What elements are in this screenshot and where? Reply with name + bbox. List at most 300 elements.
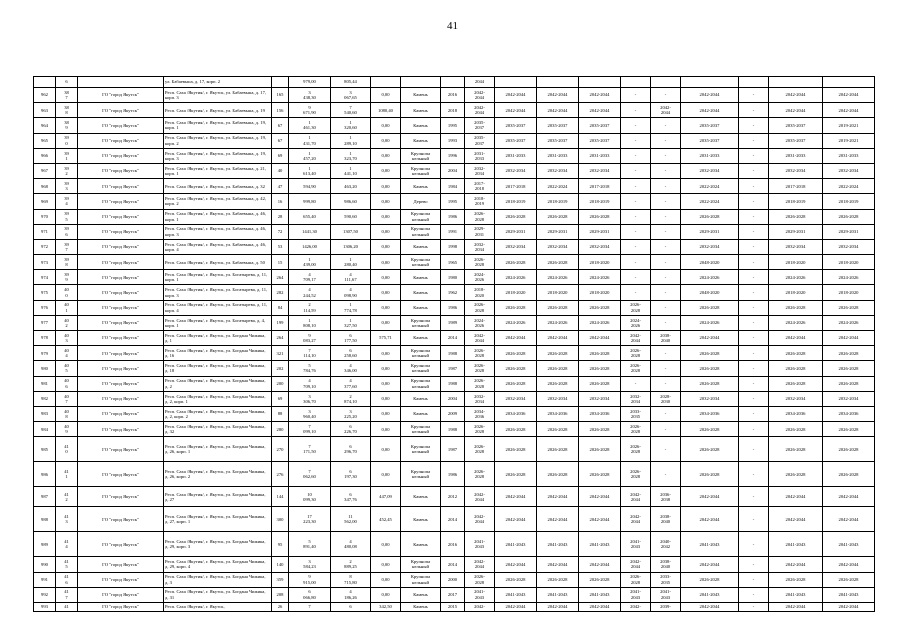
table-cell: 6 177,50	[331, 331, 371, 346]
table-cell: 2024-2026	[495, 315, 537, 330]
table-cell: ГО "город Якутск"	[78, 331, 164, 346]
table-cell: 452,45	[371, 507, 401, 532]
table-cell: Крупнопа нельный	[401, 224, 441, 239]
table-cell: 2026-2028	[537, 572, 579, 587]
table-cell: -	[651, 133, 681, 148]
table-cell: 2026-2028	[537, 209, 579, 224]
table-cell: 992	[34, 587, 56, 602]
table-cell: 2042-2044	[537, 507, 579, 532]
table-cell: 280	[272, 422, 289, 437]
table-cell: 2042-	[465, 602, 495, 611]
table-cell: 0,00	[371, 194, 401, 209]
table-cell: 2042-2044	[579, 331, 621, 346]
table-cell: 9 083,27	[289, 331, 331, 346]
table-cell: 200	[272, 376, 289, 391]
table-cell: 2026-2028	[681, 376, 739, 391]
table-cell: -	[739, 315, 769, 330]
table-cell: 2018-2019	[495, 194, 537, 209]
table-cell: 2018-2019	[769, 194, 823, 209]
table-cell	[34, 77, 56, 88]
table-cell: 40 8	[56, 406, 78, 421]
table-cell: 2024- 2026	[465, 315, 495, 330]
table-cell: 2 889,25	[331, 557, 371, 572]
table-cell: 971	[34, 224, 56, 239]
table-cell: -	[621, 163, 651, 178]
table-row	[34, 133, 875, 148]
table-cell: 1996	[441, 148, 465, 163]
table-cell: ГО "город Якутск"	[78, 118, 164, 133]
table-cell: -	[739, 285, 769, 300]
table-cell: 974	[34, 270, 56, 285]
table-cell: 40 9	[56, 422, 78, 437]
table-cell: Крупнопа нельный	[401, 315, 441, 330]
table-cell: 1993	[441, 133, 465, 148]
table-cell: 2042-2044	[823, 88, 875, 103]
table-cell: 282	[272, 285, 289, 300]
table-cell: 0,00	[371, 391, 401, 406]
table-cell: Дерево	[401, 194, 441, 209]
table-cell	[495, 77, 537, 88]
table-cell	[371, 77, 401, 88]
table-cell: 9 915,00	[289, 572, 331, 587]
table-cell: -	[651, 406, 681, 421]
table-cell: 2032- 2034	[465, 239, 495, 254]
table-cell: 1 774,78	[331, 300, 371, 315]
table-cell: 2029-2031	[579, 224, 621, 239]
table-cell: 0,00	[371, 406, 401, 421]
table-cell: 985	[34, 437, 56, 462]
table-cell: 0,00	[371, 224, 401, 239]
table-cell: 2026-2028	[537, 462, 579, 487]
table-cell: 6 296,70	[331, 437, 371, 462]
table-cell: 2026-2028	[681, 437, 739, 462]
table-cell: 40 5	[56, 361, 78, 376]
table-cell: 575,71	[371, 331, 401, 346]
table-row	[34, 209, 875, 224]
table-cell: Крупнопа нельный	[401, 163, 441, 178]
table-cell: 2024- 2026	[465, 270, 495, 285]
table-cell: -	[739, 507, 769, 532]
table-cell: Камень	[401, 239, 441, 254]
table-cell: 2018-2020	[823, 255, 875, 270]
table-cell: 0,00	[371, 133, 401, 148]
table-cell: 2018-2019	[537, 194, 579, 209]
table-cell: -	[739, 602, 769, 611]
table-cell: 989	[34, 532, 56, 557]
table-cell: Респ. Саха /Якутия/, г. Якутск, ул. Богатырева, д. 11, корп. 4	[164, 300, 272, 315]
table-cell: ГО "город Якутск"	[78, 163, 164, 178]
table-cell: 969	[34, 194, 56, 209]
table-cell: 2042-2044	[681, 507, 739, 532]
table-cell: 2024- 2026	[621, 315, 651, 330]
table-row	[34, 587, 875, 602]
table-row	[34, 437, 875, 462]
table-cell: ГО "город Якутск"	[78, 572, 164, 587]
table-cell: 2039-	[651, 602, 681, 611]
table-cell: 2026-2028	[681, 346, 739, 361]
table-cell: 2024-2026	[537, 270, 579, 285]
table-cell	[537, 77, 579, 88]
housing-repair-table	[33, 76, 875, 612]
table-cell: Респ. Саха /Якутия/, г. Якутск, ул. Богатырева, д. 11, корп. 3	[164, 285, 272, 300]
table-cell: Респ. Саха /Якутия/, г. Якутск, ул. Богдана Чижика, д. 31	[164, 587, 272, 602]
table-cell: 805,44	[331, 77, 371, 88]
table-cell: 0,00	[371, 88, 401, 103]
table-cell: 2041-2043	[681, 587, 739, 602]
table-cell	[823, 77, 875, 88]
table-cell: 0,00	[371, 239, 401, 254]
table-cell: 2029-2031	[495, 224, 537, 239]
table-cell: 3 225,20	[331, 406, 371, 421]
table-cell: ГО "город Якутск"	[78, 587, 164, 602]
table-cell: 2026-2028	[579, 376, 621, 391]
table-cell: 979	[34, 346, 56, 361]
table-cell: Респ. Саха /Якутия/, г. Якутск, ул. Богдана Чижика, д. 16	[164, 346, 272, 361]
table-cell: 38 9	[56, 118, 78, 133]
table-cell: Камень	[401, 532, 441, 557]
table-cell: ГО "город Якутск"	[78, 194, 164, 209]
table-cell: 2042-2044	[823, 103, 875, 118]
table-cell: 2034-2036	[537, 406, 579, 421]
table-cell: 2042-2044	[495, 507, 537, 532]
table-cell: 28	[272, 209, 289, 224]
table-cell: Крупнопа нельный	[401, 557, 441, 572]
table-cell: Крупнопа нельный	[401, 437, 441, 462]
table-cell: 2033- 2035	[621, 406, 651, 421]
table-row	[34, 194, 875, 209]
table-cell: 2014	[441, 331, 465, 346]
table-cell: 1 457,20	[289, 148, 331, 163]
table-cell: 2042- 2044	[465, 88, 495, 103]
table-cell: 970	[34, 209, 56, 224]
table-cell: 1986	[441, 209, 465, 224]
table-cell: 2024-2026	[823, 270, 875, 285]
table-cell: ГО "город Якутск"	[78, 300, 164, 315]
table-cell: 1 439,00	[289, 255, 331, 270]
table-cell: 2026-2028	[823, 300, 875, 315]
table-cell: 2026-2028	[769, 361, 823, 376]
table-cell: 2024-2026	[823, 315, 875, 330]
table-cell: 41 1	[56, 462, 78, 487]
table-cell: -	[739, 462, 769, 487]
table-cell: 41	[56, 602, 78, 611]
table-cell: 2042- 2044	[465, 487, 495, 507]
table-row	[34, 602, 875, 611]
table-cell: 1984	[441, 179, 465, 194]
table-cell: -	[739, 270, 769, 285]
table-cell: 6	[56, 77, 78, 88]
table-cell: 2042-2044	[537, 557, 579, 572]
table-cell: 2032-2034	[537, 391, 579, 406]
table-cell: 41 0	[56, 437, 78, 462]
table-cell: -	[739, 422, 769, 437]
table-cell: 0,00	[371, 148, 401, 163]
table-cell: 2042-2044	[769, 103, 823, 118]
table-cell: 2032-2034	[495, 163, 537, 178]
table-cell: 0,00	[371, 163, 401, 178]
table-cell: -	[621, 285, 651, 300]
table-cell: 3 067,65	[331, 88, 371, 103]
table-row	[34, 376, 875, 391]
table-cell: Респ. Саха /Якутия/, г. Якутск, ул. Богдана Чижика, д. 2	[164, 376, 272, 391]
table-cell: 2026-2028	[769, 572, 823, 587]
table-cell: -	[621, 209, 651, 224]
table-cell: 967	[34, 163, 56, 178]
table-cell: 10 099,30	[289, 487, 331, 507]
table-cell: Камень	[401, 270, 441, 285]
table-cell: -	[739, 224, 769, 239]
table-cell: 40	[272, 163, 289, 178]
table-cell: 2017- 2018	[465, 179, 495, 194]
table-cell: -	[739, 587, 769, 602]
table-cell: 2032-2034	[823, 163, 875, 178]
table-row	[34, 422, 875, 437]
table-cell: 2009	[441, 406, 465, 421]
table-row	[34, 346, 875, 361]
table-cell: -	[739, 346, 769, 361]
table-cell: -	[651, 224, 681, 239]
table-cell: 2041-2043	[579, 532, 621, 557]
table-cell: 40 7	[56, 391, 78, 406]
table-cell: -	[651, 346, 681, 361]
table-cell: 2026- 2028	[465, 462, 495, 487]
table-cell: 2041-2043	[681, 532, 739, 557]
table-cell: 270	[272, 437, 289, 462]
table-cell: 2026-2028	[681, 209, 739, 224]
table-cell: 15	[272, 255, 289, 270]
table-cell: -	[651, 462, 681, 487]
table-cell: 1986	[441, 462, 465, 487]
table-cell: ГО "город Якутск"	[78, 148, 164, 163]
table-cell: 1980	[441, 270, 465, 285]
table-cell: 2026- 2028	[465, 361, 495, 376]
table-cell: 2031- 2033	[465, 148, 495, 163]
table-cell: -	[651, 300, 681, 315]
table-cell: 2022-2024	[823, 179, 875, 194]
table-cell: 0,00	[371, 209, 401, 224]
table-cell: 2042-	[621, 602, 651, 611]
table-cell: 2035-2037	[681, 118, 739, 133]
table-cell: -	[651, 376, 681, 391]
table-cell: 300	[272, 507, 289, 532]
table-cell: 321	[272, 346, 289, 361]
table-cell: 0,00	[371, 270, 401, 285]
table-cell: 6	[331, 602, 371, 611]
table-cell: 2017	[441, 587, 465, 602]
table-cell: 2042-2044	[823, 602, 875, 611]
table-cell: 6 347,76	[331, 487, 371, 507]
table-cell: 2035-2037	[495, 118, 537, 133]
table-cell: 2026-2028	[537, 361, 579, 376]
table-cell: 6 197,30	[331, 462, 371, 487]
table-cell: ГО "город Якутск"	[78, 224, 164, 239]
table-cell: Респ. Саха /Якутия/, г. Якутск, ул. Бабаевьша, д. 46, корп. 3	[164, 224, 272, 239]
table-cell: Камень	[401, 487, 441, 507]
table-cell: 2026- 2028	[465, 255, 495, 270]
table-cell: 1986	[441, 300, 465, 315]
table-cell: 0,00	[371, 118, 401, 133]
table-cell: 2042-2044	[681, 602, 739, 611]
table-cell: 988	[34, 507, 56, 532]
table-cell: 2026-2028	[769, 300, 823, 315]
table-cell: 1 808,10	[289, 315, 331, 330]
table-cell: -	[739, 88, 769, 103]
table-cell: 655,40	[289, 209, 331, 224]
table-cell: 2035-2037	[537, 118, 579, 133]
table-cell: 2026-2028	[495, 300, 537, 315]
table-cell: 2026- 2028	[465, 300, 495, 315]
table-cell: 2026-2028	[495, 255, 537, 270]
table-cell: 88	[272, 406, 289, 421]
table-cell: ГО "город Якутск"	[78, 361, 164, 376]
table-cell: 264	[272, 270, 289, 285]
table-cell: 2042-2044	[537, 88, 579, 103]
table-cell: 2019-2021	[823, 133, 875, 148]
table-cell: 69	[272, 148, 289, 163]
table-cell	[621, 77, 651, 88]
table-cell: 7 171,50	[289, 437, 331, 462]
table-cell: 144	[272, 487, 289, 507]
table-cell: Камень	[401, 507, 441, 532]
table-cell: Респ. Саха /Якутия/, г. Якутск, ул. Бабаевьша, д. 17, корп. 3	[164, 88, 272, 103]
table-cell: 1987	[441, 361, 465, 376]
table-cell: 2026-2028	[681, 462, 739, 487]
table-cell: 2042- 2044	[651, 103, 681, 118]
table-row	[34, 406, 875, 421]
table-cell: 6 258,60	[331, 346, 371, 361]
table-cell: 2041- 2043	[621, 587, 651, 602]
table-cell: 2042-2044	[495, 602, 537, 611]
table-cell: 1962	[441, 285, 465, 300]
table-cell: 2017-2018	[769, 179, 823, 194]
table-cell: -	[651, 209, 681, 224]
table-cell: 2026-2028	[579, 209, 621, 224]
table-cell: -	[739, 148, 769, 163]
table-cell: 2026- 2028	[621, 346, 651, 361]
table-cell: 7 114,10	[289, 346, 331, 361]
table-cell: 2018-2020	[495, 285, 537, 300]
table-cell: -	[621, 148, 651, 163]
table-cell: Камень	[401, 300, 441, 315]
table-cell: 2048-2020	[681, 255, 739, 270]
table-row	[34, 532, 875, 557]
table-cell: 2026- 2028	[621, 422, 651, 437]
table-cell: 39 2	[56, 163, 78, 178]
table-cell: Камень	[401, 391, 441, 406]
table-cell: -	[651, 163, 681, 178]
table-cell: 2016	[441, 88, 465, 103]
table-cell: Камень	[401, 587, 441, 602]
table-cell: 2031-2033	[579, 148, 621, 163]
table-cell: 0,00	[371, 179, 401, 194]
table-cell: 2032-2034	[769, 163, 823, 178]
table-cell: -	[621, 133, 651, 148]
table-cell: 1987	[441, 437, 465, 462]
table-cell: ул. Бабаевьша, д. 17, корп. 2	[164, 77, 272, 88]
table-cell: 1 613,40	[289, 163, 331, 178]
table-cell: 3 438,30	[289, 88, 331, 103]
table-cell: ГО "город Якутск"	[78, 406, 164, 421]
table-cell: 2026-2028	[681, 300, 739, 315]
table-cell	[441, 77, 465, 88]
table-cell: Респ. Саха /Якутия/, г. Якутск, ул. Бабаевьша, д. 19, корп. 3	[164, 148, 272, 163]
table-cell: 0,00	[371, 285, 401, 300]
table-cell: 40 4	[56, 346, 78, 361]
table-cell: 2004	[441, 163, 465, 178]
table-cell: 2026-2028	[769, 209, 823, 224]
table-row	[34, 572, 875, 587]
table-cell: Респ. Саха /Якутия/, г. Якутск, ул. Богдана Чижика, д. 29, корп. 3	[164, 532, 272, 557]
table-cell: 1 431,70	[289, 133, 331, 148]
table-cell: 2026- 2028	[465, 346, 495, 361]
table-cell: 2026-2028	[579, 422, 621, 437]
table-cell: 2042-2044	[769, 331, 823, 346]
table-cell: Респ. Саха /Якутия/, г. Якутск, ул. Бабаевьша, д. 46, корп. 1	[164, 209, 272, 224]
table-cell: 39 9	[56, 270, 78, 285]
table-cell: 2026-2028	[537, 422, 579, 437]
table-cell: 342,50	[371, 602, 401, 611]
table-cell: 67	[272, 118, 289, 133]
table-cell: Камень	[401, 602, 441, 611]
table-cell: -	[739, 437, 769, 462]
table-cell: 0,00	[371, 557, 401, 572]
table-cell: 6 226,70	[331, 422, 371, 437]
table-cell: -	[739, 255, 769, 270]
table-cell: -	[739, 118, 769, 133]
table-cell: 463,20	[331, 179, 371, 194]
table-cell: -	[739, 557, 769, 572]
table-cell: 590,60	[331, 209, 371, 224]
table-cell: 2022-2024	[537, 179, 579, 194]
table-row	[34, 239, 875, 254]
table-cell: 2041-2043	[495, 587, 537, 602]
table-cell: Респ. Саха /Якутия/, г. Якутск, ул. Бабаевьша, д. 50	[164, 255, 272, 270]
table-cell: 2 114,59	[289, 300, 331, 315]
table-cell: 1989	[441, 315, 465, 330]
table-row	[34, 507, 875, 532]
table-cell: -	[739, 376, 769, 391]
table-cell	[272, 77, 289, 88]
table-cell: 41 4	[56, 532, 78, 557]
table-cell: 2022-2024	[681, 179, 739, 194]
table-cell: 2026- 2028	[465, 572, 495, 587]
table-cell: 2024-2026	[769, 270, 823, 285]
table-cell: 39 1	[56, 148, 78, 163]
table-cell: Респ. Саха /Якутия/, г. Якутск, ул. Бабаевьша, д. 19, корп. 2	[164, 133, 272, 148]
table-cell: 447,09	[371, 487, 401, 507]
table-cell: 2035- 2037	[465, 118, 495, 133]
table-cell: 47	[272, 179, 289, 194]
table-cell: 2040- 2042	[651, 532, 681, 557]
table-cell: 264	[272, 331, 289, 346]
table-cell: -	[651, 118, 681, 133]
table-cell: 2035-2037	[681, 133, 739, 148]
table-cell: 980	[34, 361, 56, 376]
table-cell: -	[739, 532, 769, 557]
table-cell: 2034-2036	[495, 406, 537, 421]
table-cell: 2034-2036	[579, 406, 621, 421]
table-cell: 9 671,90	[289, 103, 331, 118]
table-cell: 2034-2036	[769, 406, 823, 421]
table-cell: Камень	[401, 285, 441, 300]
table-cell: 11 562,00	[331, 507, 371, 532]
table-cell: 2026-2028	[495, 346, 537, 361]
table-row	[34, 315, 875, 330]
table-cell: Респ. Саха /Якутия/, г. Якутск, ул. Бабаевьша, д. 19	[164, 103, 272, 118]
table-cell: 41 7	[56, 587, 78, 602]
table-cell: Респ. Саха /Якутия/, г. Якутск, ул. Богдана Чижика, д. 26, корп. 2	[164, 462, 272, 487]
table-cell: 2042-2044	[681, 487, 739, 507]
